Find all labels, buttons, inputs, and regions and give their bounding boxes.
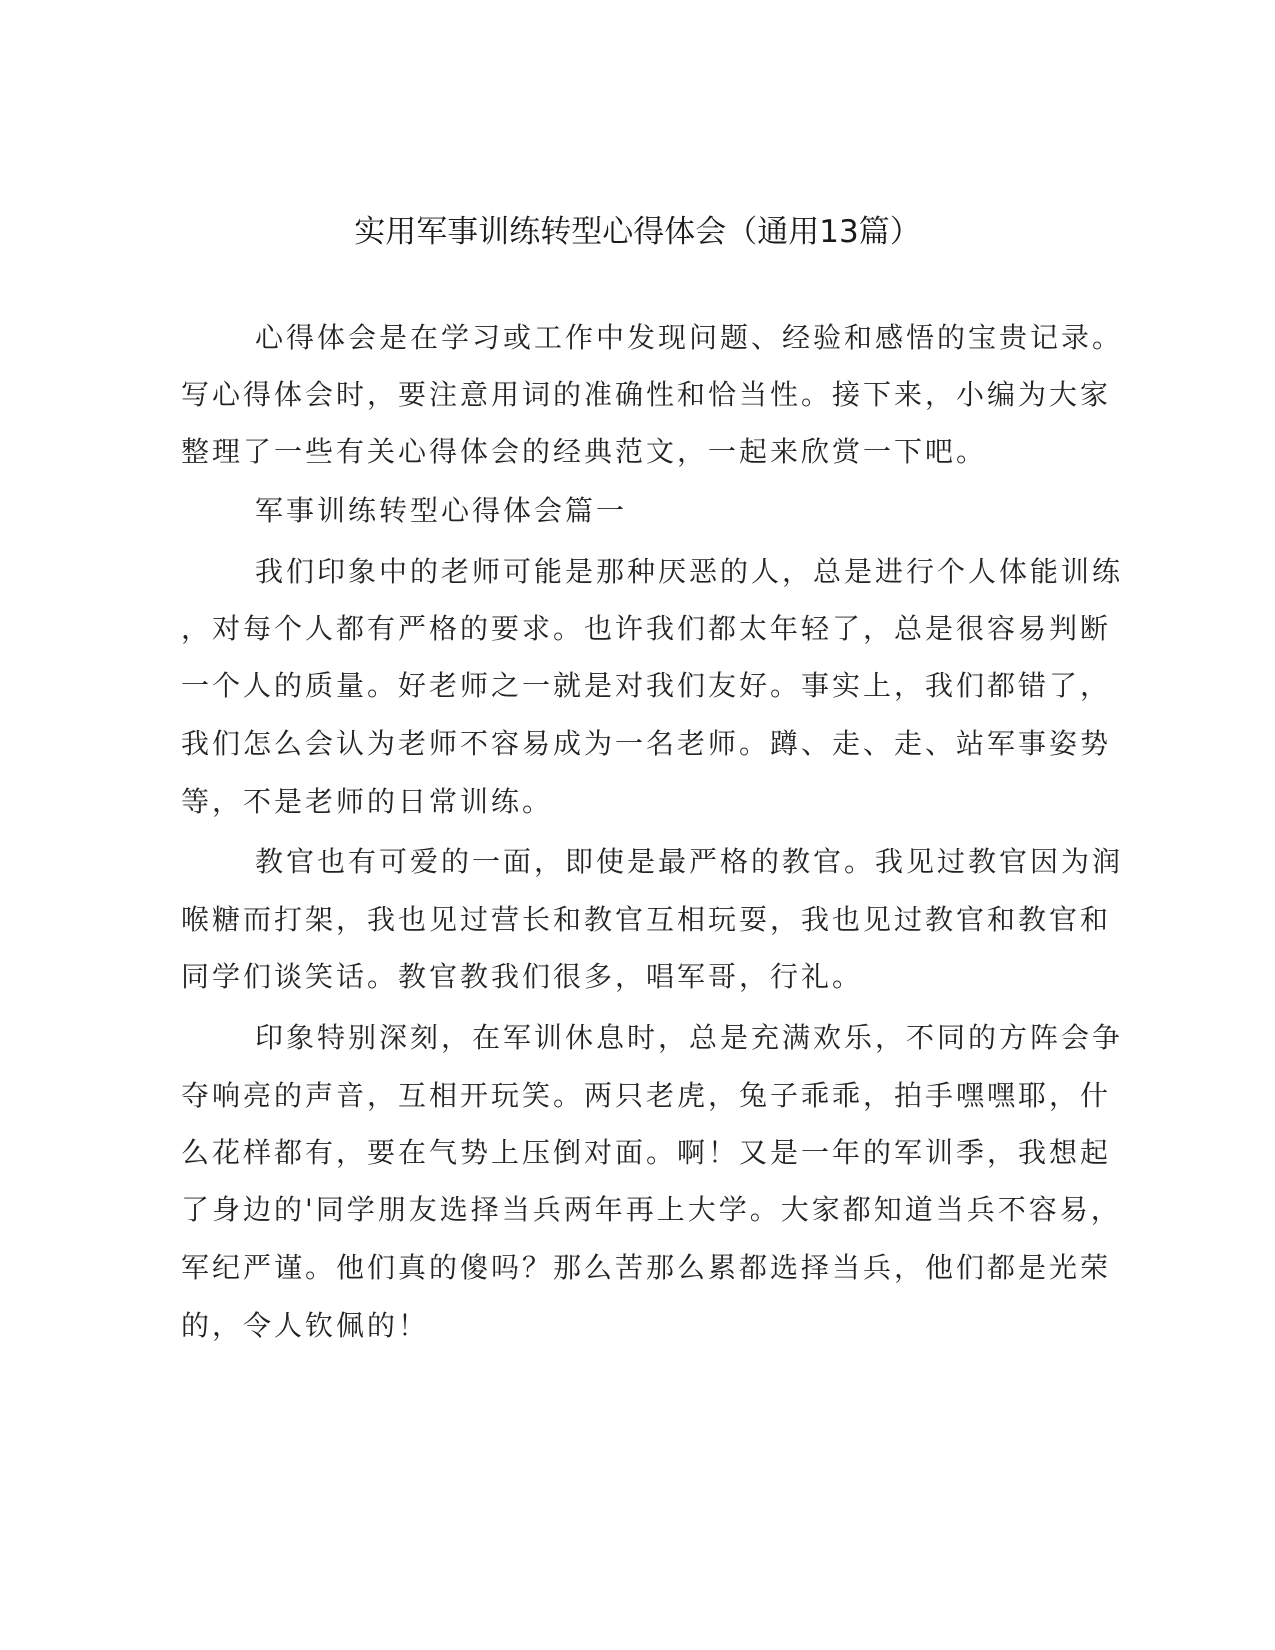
paragraph-3-line-5: 军纪严谨。他们真的傻吗？那么苦那么累都选择当兵，他们都是光荣 [181,1251,1112,1284]
intro-line-2: 写心得体会时，要注意用词的准确性和恰当性。接下来，小编为大家 [181,378,1112,411]
paragraph-3-line-3: 么花样都有，要在气势上压倒对面。啊！又是一年的军训季，我想起 [181,1136,1112,1169]
paragraph-1-line-2: ，对每个人都有严格的要求。也许我们都太年轻了，总是很容易判断 [181,612,1112,645]
paragraph-2-line-2: 喉糖而打架，我也见过营长和教官互相玩耍，我也见过教官和教官和 [181,903,1112,936]
paragraph-2-line-1: 教官也有可爱的一面，即使是最严格的教官。我见过教官因为润 [255,845,1124,878]
paragraph-3-line-6: 的，令人钦佩的！ [181,1309,430,1342]
section-heading: 军事训练转型心得体会篇一 [255,494,628,527]
paragraph-2-line-3: 同学们谈笑话。教官教我们很多，唱军哥，行礼。 [181,960,864,993]
paragraph-1-line-5: 等，不是老师的日常训练。 [181,785,554,818]
paragraph-1-line-4: 我们怎么会认为老师不容易成为一名老师。蹲、走、走、站军事姿势 [181,727,1112,760]
paragraph-1-line-1: 我们印象中的老师可能是那种厌恶的人，总是进行个人体能训练 [255,555,1124,588]
paragraph-3-line-2: 夺响亮的声音，互相开玩笑。两只老虎，兔子乖乖，拍手嘿嘿耶，什 [181,1079,1112,1112]
document-title: 实用军事训练转型心得体会（通用13篇） [354,214,921,250]
intro-line-1: 心得体会是在学习或工作中发现问题、经验和感悟的宝贵记录。 [255,321,1124,354]
intro-line-3: 整理了一些有关心得体会的经典范文，一起来欣赏一下吧。 [181,435,988,468]
paragraph-3-line-4: 了身边的'同学朋友选择当兵两年再上大学。大家都知道当兵不容易， [181,1193,1122,1226]
paragraph-1-line-3: 一个人的质量。好老师之一就是对我们友好。事实上，我们都错了， [181,669,1112,702]
paragraph-3-line-1: 印象特别深刻，在军训休息时，总是充满欢乐，不同的方阵会争 [255,1021,1124,1054]
